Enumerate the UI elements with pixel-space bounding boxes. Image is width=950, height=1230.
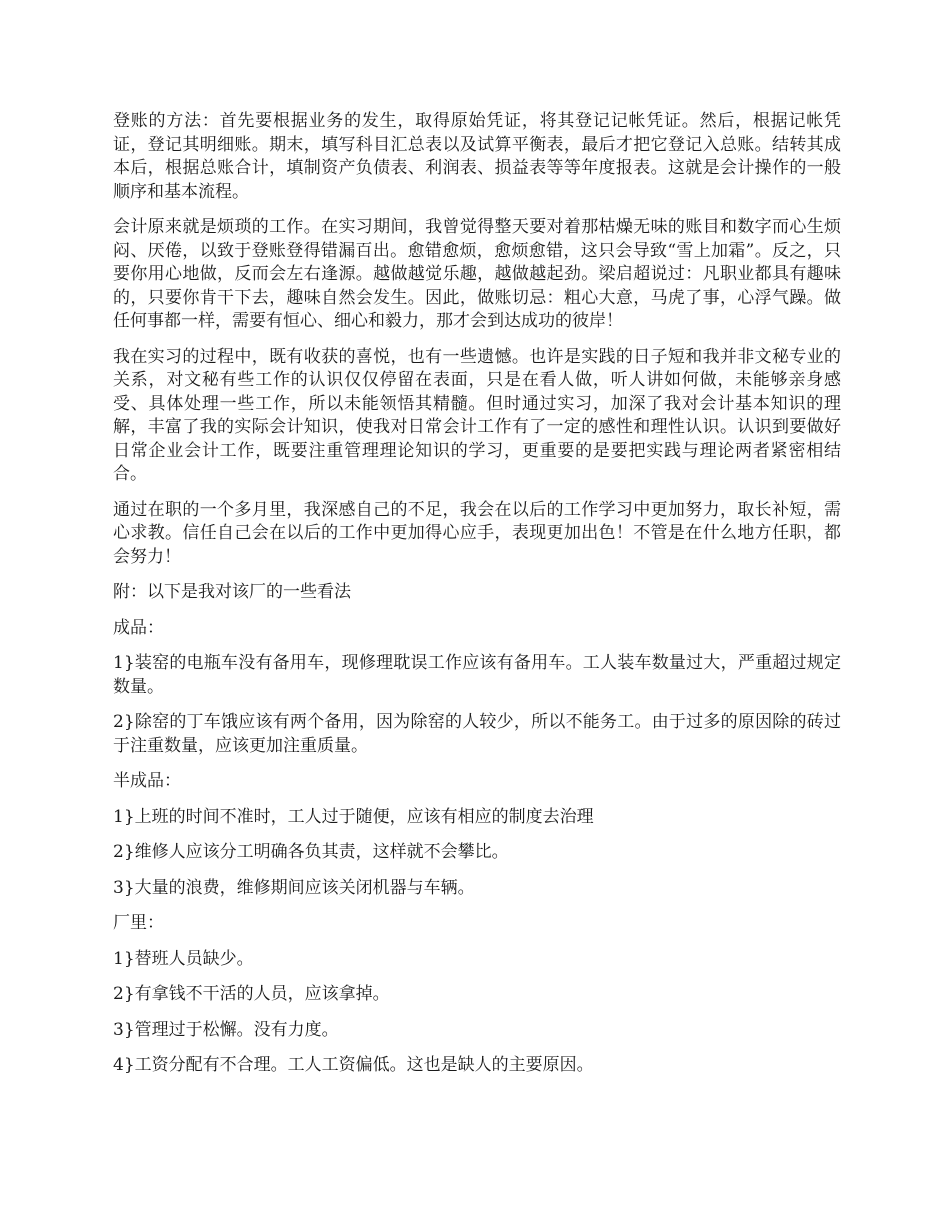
list-item: 3}管理过于松懈。没有力度。 — [113, 1019, 339, 1040]
section-heading-semi-finished: 半成品： — [113, 771, 181, 791]
paragraph-internship-reflection: 我在实习的过程中，既有收获的喜悦，也有一些遗憾。也许是实践的日子短和我并非文秘专业的关系，对文秘有些工作的认识仅仅停留在表面，只是在看人做，听人讲如何做，未能够亲身感受、具体处理一些工作，所以未能领悟其精髓。但时通过实习，加深了我对会计基本知识的理解，丰富了我的实际会计知识，使我对日常会计工作有了一定的感性和理性认识。认识到要做好日常企业会计工作，既要注重管理理论知识的学习，更重要的是要把实践与理论两者紧密相结合。 — [113, 346, 841, 484]
list-item: 2}维修人应该分工明确各负其责，这样就不会攀比。 — [113, 842, 509, 862]
list-item: 2}有拿钱不干活的人员，应该拿掉。 — [113, 984, 390, 1004]
section-heading-finished-products: 成品： — [113, 617, 164, 638]
list-item: 2}除窑的丁车饿应该有两个备用，因为除窑的人较少，所以不能务工。由于过多的原因除的砖过于注重数量，应该更加注重质量。 — [113, 712, 841, 756]
list-item: 1}装窑的电瓶车没有备用车，现修理耽误工作应该有备用车。工人装车数量过大，严重超过规定数量。 — [113, 653, 841, 697]
appendix-heading: 附：以下是我对该厂的一些看法 — [113, 582, 351, 602]
list-item: 4}工资分配有不合理。工人工资偏低。这也是缺人的主要原因。 — [113, 1055, 594, 1075]
list-item: 3}大量的浪费，维修期间应该关闭机器与车辆。 — [113, 877, 475, 898]
list-item: 1}替班人员缺少。 — [113, 948, 254, 969]
section-heading-factory: 厂里： — [113, 913, 164, 933]
list-item: 1}上班的时间不准时，工人过于随便，应该有相应的制度去治理 — [113, 806, 594, 827]
paragraph-conclusion: 通过在职的一个多月里，我深感自己的不足，我会在以后的工作学习中更加努力，取长补短，需心求教。信任自己会在以后的工作中更加得心应手，表现更加出色！不管是在什么地方任职，都会努力！ — [113, 499, 841, 567]
paragraph-accounting-work: 会计原来就是烦琐的工作。在实习期间，我曾觉得整天要对着那枯燥无味的账目和数字而心生烦闷、厌倦，以致于登账登得错漏百出。愈错愈烦，愈烦愈错，这只会导致“雪上加霜”。反之，只要你用心地做，反而会左右逢源。越做越觉乐趣，越做越起劲。梁启超说过：凡职业都具有趣味的，只要你肯干下去，趣味自然会发生。因此，做账切忌：粗心大意，马虎了事，心浮气躁。做任何事都一样，需要有恒心、细心和毅力，那才会到达成功的彼岸！ — [113, 217, 841, 331]
paragraph-bookkeeping-method: 登账的方法：首先要根据业务的发生，取得原始凭证，将其登记记帐凭证。然后，根据记帐凭证，登记其明细账。期末，填写科目汇总表以及试算平衡表，最后才把它登记入总账。结转其成本后，根据总账合计，填制资产负债表、利润表、损益表等等年度报表。这就是会计操作的一般顺序和基本流程。 — [113, 111, 841, 202]
document-body — [113, 110, 841, 1090]
